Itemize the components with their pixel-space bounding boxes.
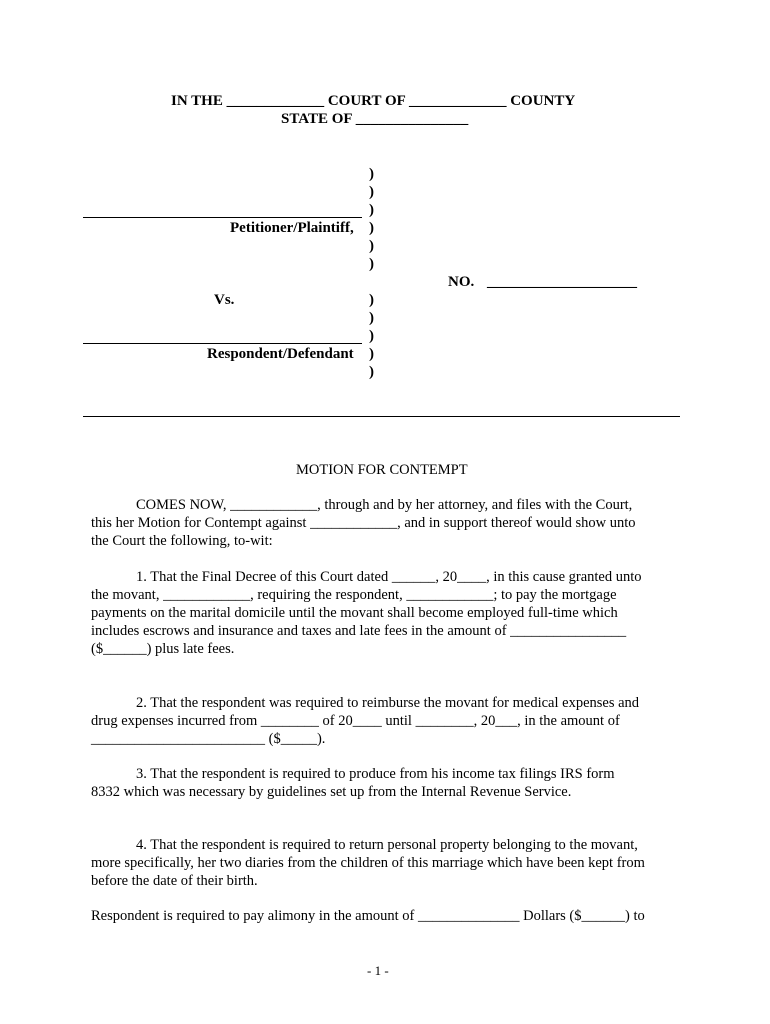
alimony-line: Respondent is required to pay alimony in the amount of ______________ Dollars ($______) to bbox=[91, 908, 645, 924]
paragraph-3-line: 3. That the respondent is required to produce from his income tax filings IRS form bbox=[136, 766, 615, 782]
caption-paren: ) bbox=[369, 202, 374, 218]
paragraph-3-line: 8332 which was necessary by guidelines set up from the Internal Revenue Service. bbox=[91, 784, 572, 800]
caption-paren: ) bbox=[369, 328, 374, 344]
paragraph-2-line: 2. That the respondent was required to reimburse the movant for medical expenses and bbox=[136, 695, 640, 711]
court-header-line: IN THE _____________ COURT OF _____________ COUNTY bbox=[171, 93, 576, 109]
paragraph-2-line: drug expenses incurred from ________ of 20____ until ________, 20___, in the amount of bbox=[91, 713, 620, 729]
caption-paren: ) bbox=[369, 166, 374, 182]
paragraph-4-line: before the date of their birth. bbox=[91, 873, 258, 889]
caption-paren: ) bbox=[369, 346, 374, 362]
paragraph-4-line: 4. That the respondent is required to return personal property belonging to the movant, bbox=[136, 837, 638, 853]
paragraph-1-line: 1. That the Final Decree of this Court dated ______, 20____, in this cause granted unto bbox=[136, 569, 642, 585]
paragraph-1-line: the movant, ____________, requiring the respondent, ____________; to pay the mortgage bbox=[91, 587, 617, 603]
caption-paren: ) bbox=[369, 184, 374, 200]
paragraph-1-line: ($______) plus late fees. bbox=[91, 641, 235, 657]
intro-line: COMES NOW, ____________, through and by her attorney, and files with the Court, bbox=[136, 497, 633, 513]
respondent-label: Respondent/Defendant bbox=[207, 346, 354, 362]
case-number-blank: ____________________ bbox=[487, 274, 637, 290]
motion-title: MOTION FOR CONTEMPT bbox=[296, 462, 468, 478]
caption-paren: ) bbox=[369, 220, 374, 236]
respondent-name-line bbox=[83, 343, 362, 344]
caption-paren: ) bbox=[369, 364, 374, 380]
intro-line: the Court the following, to-wit: bbox=[91, 533, 273, 549]
versus-label: Vs. bbox=[214, 292, 235, 308]
caption-paren: ) bbox=[369, 292, 374, 308]
caption-paren: ) bbox=[369, 310, 374, 326]
petitioner-label: Petitioner/Plaintiff, bbox=[230, 220, 354, 236]
paragraph-4-line: more specifically, her two diaries from the children of this marriage which have been kept from bbox=[91, 855, 645, 871]
page-number: - 1 - bbox=[367, 963, 389, 978]
intro-line: this her Motion for Contempt against ____________, and in support thereof would show unto bbox=[91, 515, 636, 531]
paragraph-1-line: includes escrows and insurance and taxes and late fees in the amount of ________________ bbox=[91, 623, 627, 639]
state-header-line: STATE OF _______________ bbox=[281, 111, 469, 127]
petitioner-name-line bbox=[83, 217, 362, 218]
caption-divider bbox=[83, 416, 680, 417]
caption-paren: ) bbox=[369, 256, 374, 272]
paragraph-2-line: ________________________ ($_____). bbox=[91, 731, 326, 747]
caption-paren: ) bbox=[369, 238, 374, 254]
paragraph-1-line: payments on the marital domicile until the movant shall become employed full-time which bbox=[91, 605, 618, 621]
case-number-label: NO. bbox=[448, 274, 475, 290]
